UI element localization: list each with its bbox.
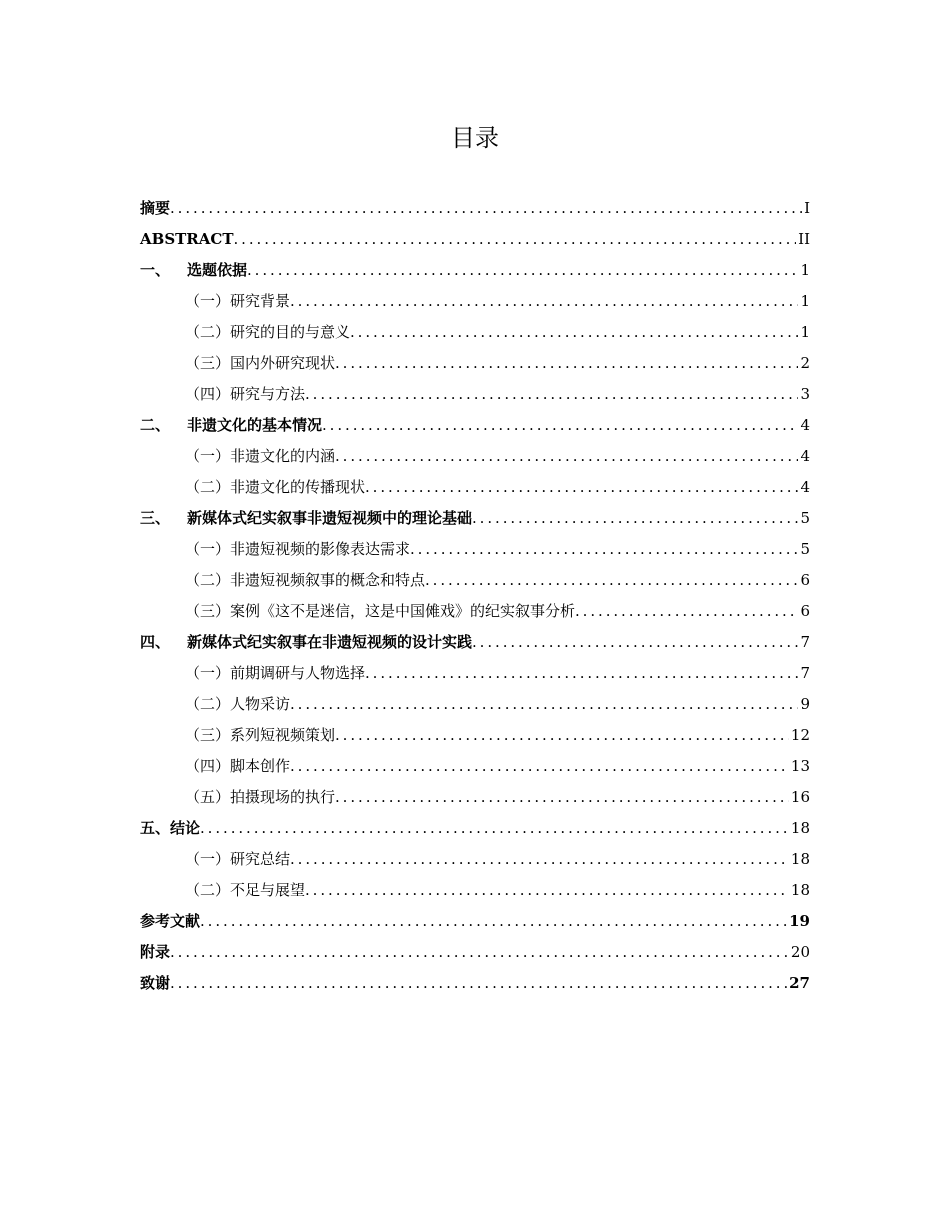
dot-leader <box>170 193 802 224</box>
dot-leader <box>365 658 798 689</box>
toc-entry-label: （四）脚本创作 <box>185 757 291 775</box>
toc-entry-label: （三）案例《这不是迷信，这是中国傩戏》的纪实叙事分析 <box>185 602 576 620</box>
toc-entry-section[interactable] <box>140 286 810 317</box>
toc-entry-section[interactable] <box>140 751 810 782</box>
toc-entry-label: （一）非遗文化的内涵 <box>185 447 336 465</box>
toc-entry-label: 选题依据 <box>187 261 248 279</box>
dot-leader <box>575 596 798 627</box>
dot-leader <box>247 255 798 286</box>
toc-entry-chapter[interactable] <box>140 410 810 441</box>
toc-entry-page-number: 13 <box>790 757 810 775</box>
toc-entry-label: （五）拍摄现场的执行 <box>185 788 336 806</box>
toc-entry-page-number: I <box>804 199 810 217</box>
page-title: 目录 <box>451 124 499 152</box>
dot-leader <box>170 968 787 999</box>
toc-entry-chapter[interactable] <box>140 193 810 224</box>
toc-entry-label: 参考文献 <box>140 912 201 930</box>
toc-entry-section[interactable] <box>140 534 810 565</box>
toc-entry-page-number: 9 <box>800 695 810 713</box>
dot-leader <box>305 379 798 410</box>
toc-entry-section[interactable] <box>140 379 810 410</box>
dot-leader <box>410 534 798 565</box>
toc-entry-number: 二、 <box>140 416 171 434</box>
toc-entry-chapter[interactable] <box>140 968 810 999</box>
dot-leader <box>335 782 789 813</box>
toc-entry-label: （二）非遗短视频叙事的概念和特点 <box>185 571 426 589</box>
toc-entry-number: 四、 <box>140 633 171 651</box>
toc-entry-section[interactable] <box>140 441 810 472</box>
toc-entry-label: 新媒体式纪实叙事在非遗短视频的设计实践 <box>187 633 473 651</box>
toc-entry-section[interactable] <box>140 782 810 813</box>
dot-leader <box>335 441 798 472</box>
toc-entry-page-number: 3 <box>800 385 810 403</box>
toc-entry-number: 一、 <box>140 261 171 279</box>
toc-entry-chapter[interactable] <box>140 627 810 658</box>
dot-leader <box>200 906 787 937</box>
toc-entry-label: （三）国内外研究现状 <box>185 354 336 372</box>
toc-entry-label: （二）研究的目的与意义 <box>185 323 351 341</box>
toc-entry-page-number: 6 <box>800 571 810 589</box>
toc-entry-page-number: 16 <box>790 788 810 806</box>
toc-entry-page-number: 19 <box>789 912 810 930</box>
toc-entry-label: 摘要 <box>140 199 171 217</box>
toc-entry-page-number: 4 <box>800 447 810 465</box>
dot-leader <box>200 813 789 844</box>
toc-entry-page-number: 1 <box>800 261 810 279</box>
toc-entry-label: （二）非遗文化的传播现状 <box>185 478 366 496</box>
toc-entry-label: （二）不足与展望 <box>185 881 306 899</box>
toc-entry-chapter[interactable] <box>140 813 810 844</box>
toc-entry-page-number: 1 <box>800 292 810 310</box>
dot-leader <box>290 844 789 875</box>
toc-entry-page-number: 7 <box>800 664 810 682</box>
toc-entry-section[interactable] <box>140 844 810 875</box>
dot-leader <box>365 472 798 503</box>
toc-entry-chapter[interactable] <box>140 906 810 937</box>
toc-entry-label: ABSTRACT <box>140 230 234 248</box>
toc-entry-page-number: 20 <box>790 943 810 961</box>
dot-leader <box>290 689 798 720</box>
toc-entry-label: （一）研究背景 <box>185 292 291 310</box>
toc-entry-page-number: 18 <box>790 881 810 899</box>
toc-entry-section[interactable] <box>140 720 810 751</box>
toc-entry-chapter[interactable] <box>140 937 810 968</box>
dot-leader <box>290 286 798 317</box>
toc-entry-page-number: II <box>798 230 810 248</box>
dot-leader <box>425 565 798 596</box>
toc-entry-label: 五、结论 <box>140 819 201 837</box>
toc-entry-section[interactable] <box>140 317 810 348</box>
toc-entry-label: （一）前期调研与人物选择 <box>185 664 366 682</box>
toc-entry-section[interactable] <box>140 658 810 689</box>
toc-entry-chapter[interactable] <box>140 255 810 286</box>
dot-leader <box>290 751 789 782</box>
toc-entry-chapter[interactable] <box>140 503 810 534</box>
toc-entry-section[interactable] <box>140 565 810 596</box>
table-of-contents <box>140 193 810 999</box>
dot-leader <box>234 224 797 255</box>
toc-entry-label: （四）研究与方法 <box>185 385 306 403</box>
toc-entry-label: 新媒体式纪实叙事非遗短视频中的理论基础 <box>187 509 473 527</box>
toc-entry-page-number: 5 <box>800 540 810 558</box>
toc-entry-page-number: 18 <box>790 850 810 868</box>
toc-entry-page-number: 1 <box>800 323 810 341</box>
toc-entry-page-number: 5 <box>800 509 810 527</box>
toc-entry-section[interactable] <box>140 875 810 906</box>
toc-entry-label: （二）人物采访 <box>185 695 291 713</box>
toc-entry-chapter[interactable] <box>140 224 810 255</box>
toc-entry-page-number: 7 <box>800 633 810 651</box>
toc-entry-page-number: 27 <box>789 974 810 992</box>
toc-entry-label: 非遗文化的基本情况 <box>187 416 323 434</box>
toc-entry-page-number: 12 <box>790 726 810 744</box>
toc-entry-section[interactable] <box>140 689 810 720</box>
dot-leader <box>335 720 789 751</box>
dot-leader <box>472 627 798 658</box>
toc-entry-page-number: 4 <box>800 478 810 496</box>
toc-entry-label: （一）非遗短视频的影像表达需求 <box>185 540 411 558</box>
dot-leader <box>305 875 789 906</box>
toc-entry-page-number: 4 <box>800 416 810 434</box>
dot-leader <box>170 937 789 968</box>
dot-leader <box>472 503 798 534</box>
toc-entry-section[interactable] <box>140 472 810 503</box>
toc-entry-label: 附录 <box>140 943 171 961</box>
toc-entry-label: （一）研究总结 <box>185 850 291 868</box>
dot-leader <box>322 410 798 441</box>
toc-entry-number: 三、 <box>140 509 171 527</box>
toc-entry-section[interactable] <box>140 348 810 379</box>
toc-entry-page-number: 6 <box>800 602 810 620</box>
dot-leader <box>335 348 798 379</box>
toc-entry-label: （三）系列短视频策划 <box>185 726 336 744</box>
toc-entry-section[interactable] <box>140 596 810 627</box>
toc-entry-page-number: 2 <box>800 354 810 372</box>
toc-entry-page-number: 18 <box>790 819 810 837</box>
toc-entry-label: 致谢 <box>140 974 171 992</box>
dot-leader <box>350 317 798 348</box>
